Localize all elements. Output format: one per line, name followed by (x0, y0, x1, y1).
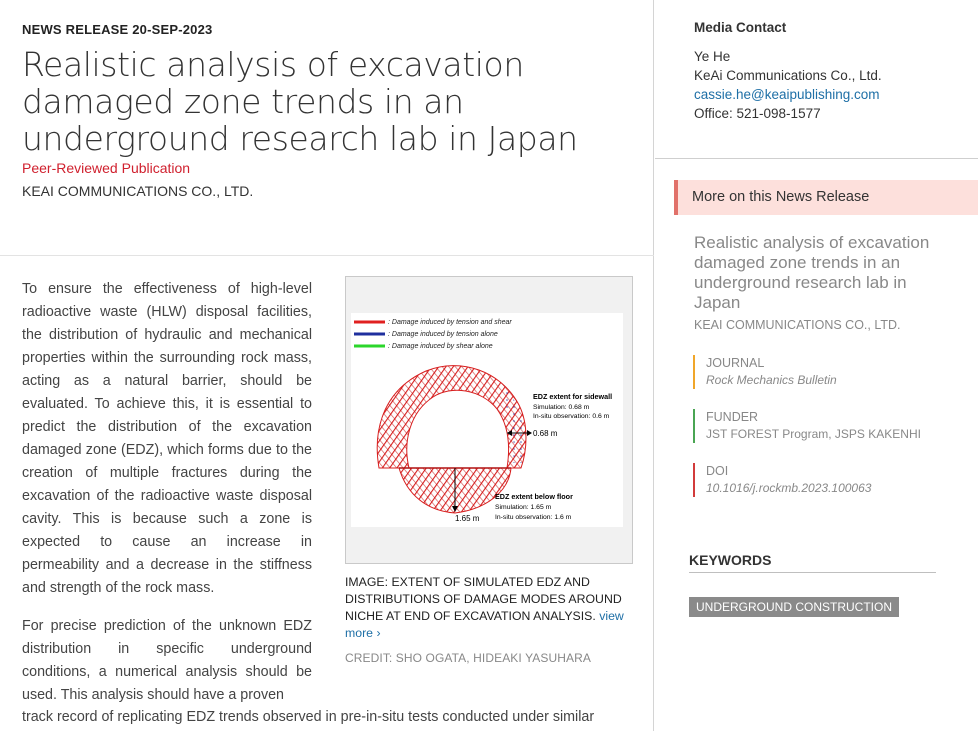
funder-meta (693, 409, 953, 443)
release-date-label: NEWS RELEASE 20-SEP-2023 (22, 22, 213, 37)
funder-value: JST FOREST Program, JSPS KAKENHI (706, 427, 921, 441)
page-title: Realistic analysis of excavation damaged zone trends in an underground research lab in Japan (22, 45, 578, 158)
doi-label: DOI (706, 464, 729, 478)
sidebar (655, 0, 978, 731)
edz-arch-overlay (377, 366, 526, 468)
doi-meta (693, 463, 953, 497)
edz-diagram-svg (351, 313, 623, 527)
sidebar-organization: KEAI COMMUNICATIONS CO., LTD. (694, 318, 901, 332)
divider (655, 158, 978, 159)
keyword-tag[interactable]: UNDERGROUND CONSTRUCTION (689, 597, 899, 617)
more-on-release-label: More on this News Release (692, 189, 870, 205)
contact-office: Office: 521-098-1577 (694, 106, 821, 121)
floor-title: EDZ extent below floor (495, 492, 573, 501)
contact-email-link[interactable]: cassie.he@keaipublishing.com (694, 87, 880, 102)
journal-label: JOURNAL (706, 356, 765, 370)
legend-label-tension-shear: : Damage induced by tension and shear (388, 319, 512, 326)
paragraph-1: To ensure the effectiveness of high-level radioactive waste (HLW) disposal facilities, the distribution of hydraulic and mechanical properties within the surrounding rock mass, acting as a natural barrier, should be evaluated. To achieve this, it is essential to predict the distribution of the excavation damaged zone (EDZ), which forms due to the creation of multiple fractures during the excavation of the radioactive waste disposal cavity. This is because such a zone is expected to cause an increase in permeability and a decrease in the stiffness and strength of the rock mass. (22, 281, 312, 596)
more-on-release-header (674, 180, 978, 215)
edz-diagram (351, 313, 623, 527)
sidebar-release-title[interactable]: Realistic analysis of excavation damaged zone trends in an underground research lab in Japan (694, 233, 930, 312)
contact-name: Ye He (694, 49, 731, 64)
organization-name: KEAI COMMUNICATIONS CO., LTD. (22, 183, 254, 199)
figure-image[interactable] (345, 276, 633, 564)
peer-reviewed-label: Peer-Reviewed Publication (22, 160, 191, 176)
figure-caption (345, 574, 635, 642)
sidewall-observation: In-situ observation: 0.6 m (533, 413, 610, 420)
funder-label: FUNDER (706, 410, 759, 424)
media-contact-title: Media Contact (694, 20, 787, 35)
sidewall-value-label: 0.68 m (533, 429, 558, 438)
contact-organization: KeAi Communications Co., Ltd. (694, 68, 882, 83)
divider (0, 255, 654, 256)
keywords-divider (689, 572, 936, 573)
chevron-right-icon: › (376, 626, 381, 640)
floor-simulation: Simulation: 1.65 m (495, 504, 552, 511)
sidewall-arrowhead (527, 430, 532, 436)
floor-observation: In-situ observation: 1.6 m (495, 514, 572, 521)
paragraph-2-continued: track record of replicating EDZ trends observed in pre-in-situ tests conducted under similar (22, 709, 595, 725)
journal-meta (693, 355, 953, 389)
caption-text: IMAGE: EXTENT OF SIMULATED EDZ AND DISTRIBUTIONS OF DAMAGE MODES AROUND NICHE AT END OF EXCAVATION ANALYSIS. (345, 575, 622, 623)
view-more-label: view more (345, 609, 624, 640)
doi-link[interactable]: 10.1016/j.rockmb.2023.100063 (706, 481, 872, 495)
floor-value-label: 1.65 m (455, 514, 480, 523)
legend-label-tension-alone: : Damage induced by tension alone (388, 331, 498, 338)
keywords-title: KEYWORDS (689, 552, 772, 568)
figure-credit: CREDIT: SHO OGATA, HIDEAKI YASUHARA (345, 651, 591, 665)
article-body (22, 278, 312, 722)
sidewall-simulation: Simulation: 0.68 m (533, 404, 590, 411)
paragraph-2: For precise prediction of the unknown EDZ distribution in specific underground conditions, a numerical analysis should be used. This analysis should have a proven (22, 618, 312, 703)
journal-value: Rock Mechanics Bulletin (706, 373, 837, 387)
sidewall-title: EDZ extent for sidewall (533, 392, 613, 401)
legend-label-shear-alone: : Damage induced by shear alone (388, 343, 493, 350)
